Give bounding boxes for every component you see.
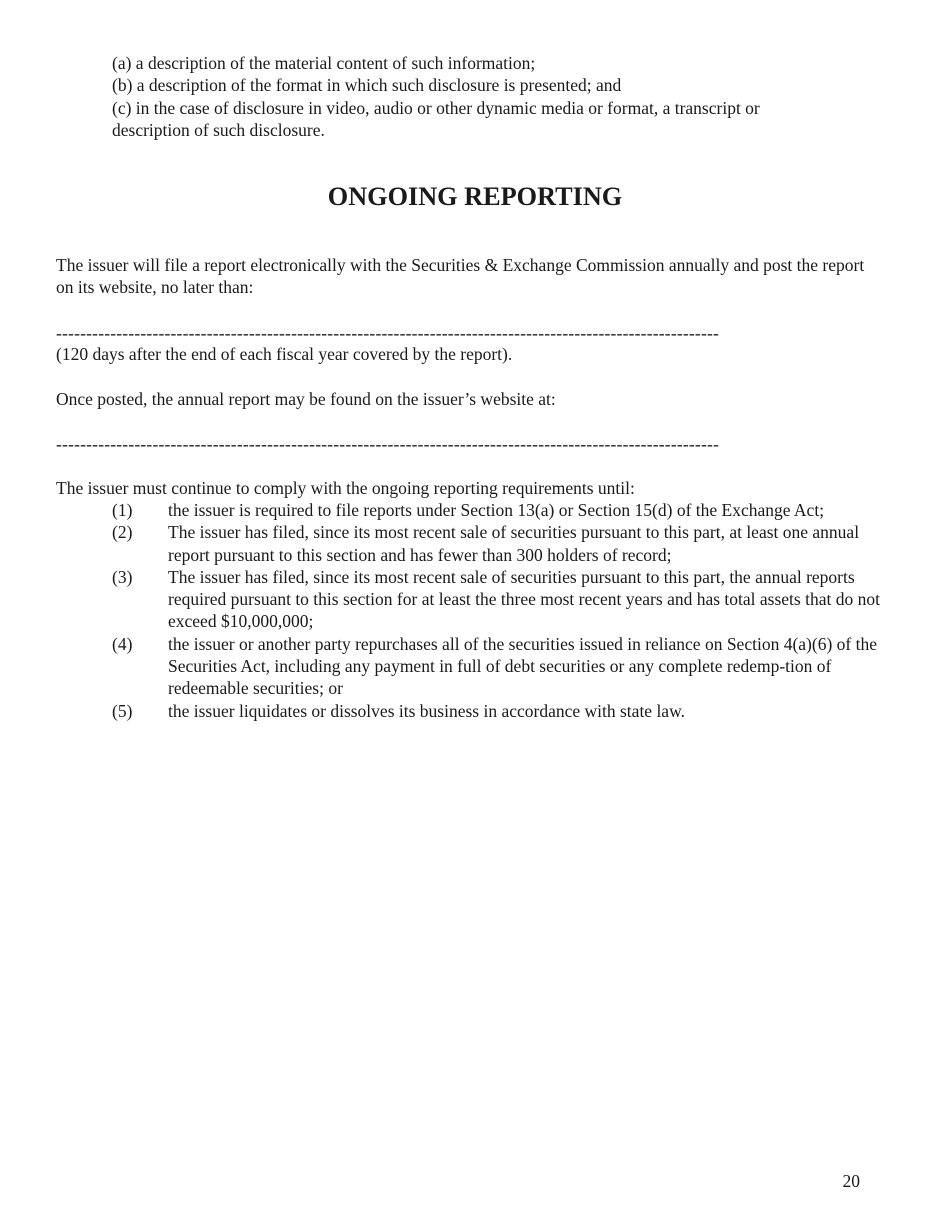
list-item (112, 566, 882, 633)
list-item-number: (2) (112, 522, 133, 543)
list-item-text: the issuer liquidates or dissolves its business in accordance with state law. (168, 700, 685, 721)
comply-paragraph: The issuer must continue to comply with the ongoing reporting requirements until: (56, 478, 635, 498)
intro-item-b: (b) a description of the format in which such disclosure is presented; and (112, 75, 622, 96)
list-item (112, 521, 882, 566)
blank-fill-line-website: -------------------------------------------------------------------------------------------------------------- (56, 434, 720, 454)
list-item-number: (4) (112, 633, 133, 654)
list-item-number: (3) (112, 566, 133, 587)
list-item (112, 499, 882, 521)
list-item-number: (5) (112, 700, 133, 721)
blank-fill-line-deadline: -------------------------------------------------------------------------------------------------------------- (56, 323, 720, 343)
section-heading: ONGOING REPORTING (327, 182, 623, 211)
requirements-list (112, 499, 882, 722)
list-item-text: The issuer has filed, since its most recent sale of securities pursuant to this part, at least one annual report pursuant to this section and has fewer than 300 holders of record; (168, 522, 860, 565)
list-item (112, 700, 882, 722)
list-item (112, 633, 882, 700)
list-item-text: the issuer or another party repurchases all of the securities issued in reliance on Section 4(a)(6) of the Securities Act, including any payment in full of debt securities or any complete redemp-tion of redeemable securities; or (168, 633, 877, 699)
deadline-note: (120 days after the end of each fiscal year covered by the report). (56, 344, 513, 364)
intro-item-a: (a) a description of the material content of such information; (112, 53, 536, 73)
page-number: 20 (842, 1171, 860, 1191)
intro-item-c: (c) in the case of disclosure in video, audio or other dynamic media or format, a transcript or description of such disclosure. (112, 97, 760, 140)
list-item-text: The issuer has filed, since its most recent sale of securities pursuant to this part, the annual reports required pursuant to this section for at least the three most recent years and has total assets that do not exceed $10,000,000; (168, 566, 880, 632)
website-paragraph: Once posted, the annual report may be found on the issuer’s website at: (56, 389, 556, 409)
disclosure-description-list (112, 52, 832, 141)
list-item-number: (1) (112, 500, 133, 520)
filing-paragraph: The issuer will file a report electronically with the Securities & Exchange Commission annually and post the report on its website, no later than: (56, 255, 865, 298)
list-item-text: the issuer is required to file reports under Section 13(a) or Section 15(d) of the Exchange Act; (168, 500, 825, 520)
